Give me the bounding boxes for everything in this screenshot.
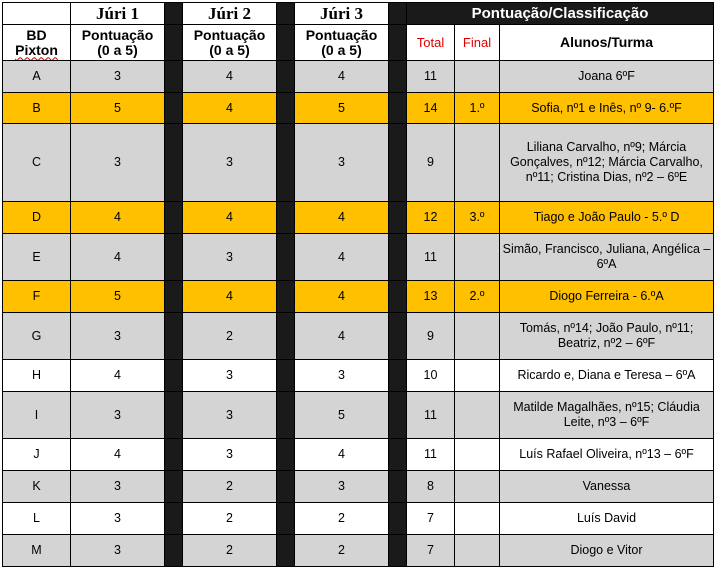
final-cell [455, 471, 500, 503]
students-cell: Tomás, nº14; João Paulo, nº11; Beatriz, nº2 – 6ºF [500, 313, 714, 360]
students-cell: Diogo e Vitor [500, 535, 714, 567]
students-cell: Vanessa [500, 471, 714, 503]
jury-1-score: 3 [71, 392, 165, 439]
students-cell: Tiago e João Paulo - 5.º D [500, 202, 714, 234]
total-cell: 11 [407, 61, 455, 93]
jury-3-score: 3 [295, 360, 389, 392]
table-row [3, 313, 714, 360]
total-cell: 12 [407, 202, 455, 234]
separator [277, 93, 295, 124]
jury-2-score: 4 [183, 281, 277, 313]
separator [277, 3, 295, 25]
jury-3-header: Júri 3 [295, 3, 389, 25]
jury-2-score: 4 [183, 93, 277, 124]
separator [389, 471, 407, 503]
students-cell: Joana 6ºF [500, 61, 714, 93]
separator [389, 3, 407, 25]
bd-label: BD [26, 26, 47, 43]
total-cell: 7 [407, 503, 455, 535]
jury-3-score: 3 [295, 471, 389, 503]
separator [277, 471, 295, 503]
bd-cell: C [3, 124, 71, 202]
jury-1-score: 4 [71, 360, 165, 392]
separator [165, 61, 183, 93]
jury-3-score: 2 [295, 535, 389, 567]
separator [389, 234, 407, 281]
students-cell: Simão, Francisco, Juliana, Angélica – 6ºA [500, 234, 714, 281]
separator [277, 234, 295, 281]
jury-3-score: 3 [295, 124, 389, 202]
separator [389, 124, 407, 202]
separator [277, 392, 295, 439]
table-row [3, 503, 714, 535]
students-cell: Matilde Magalhães, nº15; Cláudia Leite, nº3 – 6ºF [500, 392, 714, 439]
pixton-label: Pixton [15, 41, 58, 58]
separator [165, 93, 183, 124]
bd-pixton-header [3, 25, 71, 61]
bd-cell: E [3, 234, 71, 281]
total-cell: 7 [407, 535, 455, 567]
separator [389, 61, 407, 93]
final-cell: 1.º [455, 93, 500, 124]
table-row [3, 471, 714, 503]
final-header: Final [455, 25, 500, 61]
score-range: (0 a 5) [209, 41, 250, 58]
jury-1-score: 4 [71, 202, 165, 234]
header-row-juries [3, 3, 714, 25]
final-cell [455, 124, 500, 202]
jury-1-score: 5 [71, 93, 165, 124]
table-row [3, 93, 714, 124]
separator [277, 503, 295, 535]
jury-3-score: 4 [295, 234, 389, 281]
separator [277, 439, 295, 471]
final-cell [455, 503, 500, 535]
jury-3-score: 4 [295, 313, 389, 360]
jury-2-score: 2 [183, 503, 277, 535]
students-cell: Sofia, nº1 e Inês, nº 9- 6.ºF [500, 93, 714, 124]
scoring-classification-header: Pontuação/Classificação [407, 3, 714, 25]
jury-2-score: 3 [183, 439, 277, 471]
separator [165, 25, 183, 61]
separator [277, 124, 295, 202]
separator [165, 471, 183, 503]
final-cell [455, 439, 500, 471]
jury-3-score-header [295, 25, 389, 61]
jury-1-score-header [71, 25, 165, 61]
final-cell [455, 392, 500, 439]
bd-cell: H [3, 360, 71, 392]
table-row [3, 360, 714, 392]
students-header: Alunos/Turma [500, 25, 714, 61]
score-label: Pontuação [305, 26, 378, 43]
jury-1-score: 3 [71, 124, 165, 202]
jury-2-score: 2 [183, 313, 277, 360]
bd-cell: K [3, 471, 71, 503]
jury-2-header: Júri 2 [183, 3, 277, 25]
total-header: Total [407, 25, 455, 61]
separator [277, 281, 295, 313]
jury-1-score: 3 [71, 61, 165, 93]
jury-2-score: 2 [183, 535, 277, 567]
separator [277, 202, 295, 234]
total-cell: 11 [407, 234, 455, 281]
jury-1-score: 4 [71, 439, 165, 471]
jury-1-score: 3 [71, 471, 165, 503]
total-cell: 8 [407, 471, 455, 503]
total-cell: 10 [407, 360, 455, 392]
final-cell: 3.º [455, 202, 500, 234]
separator [165, 392, 183, 439]
total-cell: 9 [407, 313, 455, 360]
separator [165, 234, 183, 281]
jury-2-score: 4 [183, 202, 277, 234]
students-cell: Ricardo e, Diana e Teresa – 6ºA [500, 360, 714, 392]
score-range: (0 a 5) [97, 41, 138, 58]
table-row [3, 392, 714, 439]
separator [389, 439, 407, 471]
separator [277, 313, 295, 360]
jury-1-score: 3 [71, 535, 165, 567]
separator [165, 202, 183, 234]
separator [277, 61, 295, 93]
separator [165, 281, 183, 313]
jury-2-score: 3 [183, 392, 277, 439]
final-cell [455, 360, 500, 392]
table-row [3, 234, 714, 281]
separator [389, 25, 407, 61]
results-table [2, 2, 714, 567]
separator [389, 202, 407, 234]
separator [165, 535, 183, 567]
score-range: (0 a 5) [321, 41, 362, 58]
total-cell: 11 [407, 439, 455, 471]
table-row [3, 61, 714, 93]
final-cell [455, 535, 500, 567]
jury-2-score: 3 [183, 360, 277, 392]
table-row [3, 439, 714, 471]
bd-cell: B [3, 93, 71, 124]
separator [389, 360, 407, 392]
bd-cell: I [3, 392, 71, 439]
separator [165, 439, 183, 471]
students-cell: Luís Rafael Oliveira, nº13 – 6ºF [500, 439, 714, 471]
table-row [3, 124, 714, 202]
table-row [3, 202, 714, 234]
jury-3-score: 4 [295, 61, 389, 93]
final-cell [455, 61, 500, 93]
total-cell: 13 [407, 281, 455, 313]
bd-cell: A [3, 61, 71, 93]
separator [389, 392, 407, 439]
bd-cell: L [3, 503, 71, 535]
bd-cell: D [3, 202, 71, 234]
jury-2-score: 3 [183, 124, 277, 202]
jury-1-score: 5 [71, 281, 165, 313]
jury-2-score: 3 [183, 234, 277, 281]
jury-3-score: 4 [295, 439, 389, 471]
jury-1-score: 3 [71, 313, 165, 360]
total-cell: 11 [407, 392, 455, 439]
jury-3-score: 4 [295, 281, 389, 313]
jury-1-score: 3 [71, 503, 165, 535]
bd-cell: J [3, 439, 71, 471]
separator [277, 360, 295, 392]
separator [389, 281, 407, 313]
final-cell [455, 234, 500, 281]
header-row-columns [3, 25, 714, 61]
jury-3-score: 2 [295, 503, 389, 535]
jury-2-score: 4 [183, 61, 277, 93]
table-row [3, 281, 714, 313]
separator [165, 313, 183, 360]
separator [165, 124, 183, 202]
final-cell [455, 313, 500, 360]
jury-3-score: 5 [295, 93, 389, 124]
jury-3-score: 5 [295, 392, 389, 439]
final-cell: 2.º [455, 281, 500, 313]
total-cell: 14 [407, 93, 455, 124]
score-label: Pontuação [193, 26, 266, 43]
students-cell: Liliana Carvalho, nº9; Márcia Gonçalves, nº12; Márcia Carvalho, nº11; Cristina Dias, nº2 – 6ºE [500, 124, 714, 202]
corner-cell [3, 3, 71, 25]
score-label: Pontuação [81, 26, 154, 43]
jury-2-score-header [183, 25, 277, 61]
separator [165, 360, 183, 392]
separator [389, 93, 407, 124]
separator [277, 25, 295, 61]
bd-cell: G [3, 313, 71, 360]
students-cell: Luís David [500, 503, 714, 535]
total-cell: 9 [407, 124, 455, 202]
separator [165, 3, 183, 25]
jury-3-score: 4 [295, 202, 389, 234]
separator [277, 535, 295, 567]
table-row [3, 535, 714, 567]
students-cell: Diogo Ferreira - 6.ºA [500, 281, 714, 313]
separator [389, 535, 407, 567]
separator [389, 503, 407, 535]
jury-1-score: 4 [71, 234, 165, 281]
jury-1-header: Júri 1 [71, 3, 165, 25]
bd-cell: M [3, 535, 71, 567]
jury-2-score: 2 [183, 471, 277, 503]
separator [389, 313, 407, 360]
bd-cell: F [3, 281, 71, 313]
separator [165, 503, 183, 535]
